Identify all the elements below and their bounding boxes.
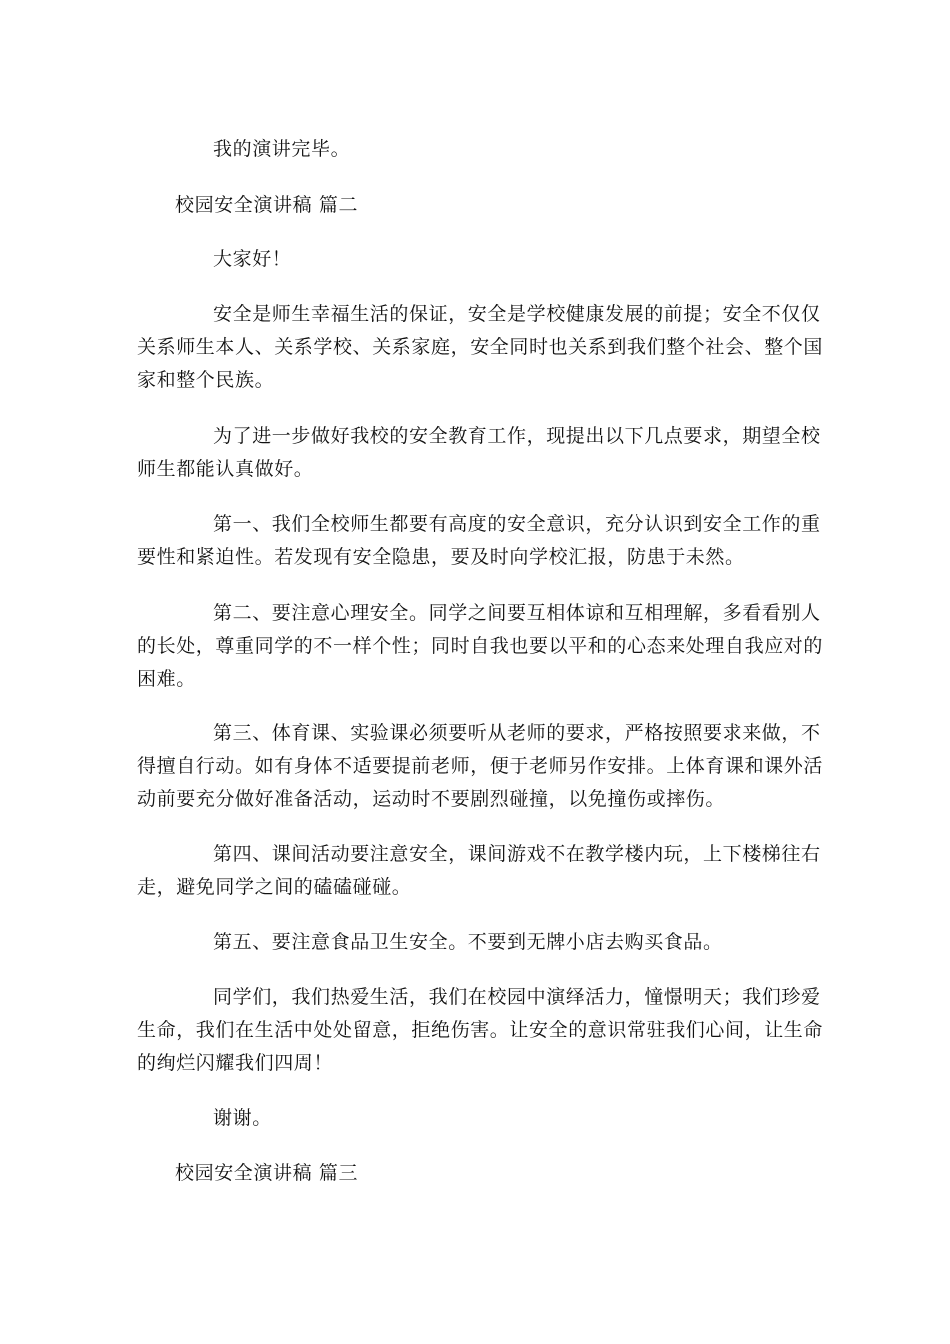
paragraph-line: 同学们，我们热爱生活，我们在校园中演绎活力，憧憬明天；我们珍爱 [213,986,821,1008]
paragraph-line: 走，避免同学之间的磕磕碰碰。 [137,876,412,898]
closing-line: 我的演讲完毕。 [213,138,351,160]
paragraph-line: 生命，我们在生活中处处留意，拒绝伤害。让安全的意识常驻我们心间，让生命 [137,1019,824,1041]
paragraph-line: 家和整个民族。 [137,369,275,391]
section-heading-2: 校园安全演讲稿 篇二 [175,194,359,216]
paragraph-line: 第三、体育课、实验课必须要听从老师的要求，严格按照要求来做，不 [213,722,821,744]
greeting: 大家好！ [213,248,292,270]
paragraph-line: 的长处，尊重同学的不一样个性；同时自我也要以平和的心态来处理自我应对的 [137,635,824,657]
paragraph-line: 第四、课间活动要注意安全，课间游戏不在教学楼内玩，上下楼梯往右 [213,843,821,865]
paragraph-line: 要性和紧迫性。若发现有安全隐患，要及时向学校汇报，防患于未然。 [137,546,745,568]
paragraph-line: 困难。 [137,668,196,690]
paragraph-line: 第二、要注意心理安全。同学之间要互相体谅和互相理解，多看看别人 [213,602,821,624]
paragraph-line: 关系师生本人、关系学校、关系家庭，安全同时也关系到我们整个社会、整个国 [137,336,824,358]
paragraph-line: 安全是师生幸福生活的保证，安全是学校健康发展的前提；安全不仅仅 [213,303,821,325]
paragraph-line: 得擅自行动。如有身体不适要提前老师，便于老师另作安排。上体育课和课外活 [137,755,824,777]
paragraph-line: 师生都能认真做好。 [137,458,314,480]
paragraph-line: 动前要充分做好准备活动，运动时不要剧烈碰撞，以免撞伤或摔伤。 [137,788,726,810]
paragraph-line: 的绚烂闪耀我们四周！ [137,1052,334,1074]
paragraph-line: 第一、我们全校师生都要有高度的安全意识，充分认识到安全工作的重 [213,513,821,535]
paragraph-line: 为了进一步做好我校的安全教育工作，现提出以下几点要求，期望全校 [213,425,821,447]
section-heading-3: 校园安全演讲稿 篇三 [175,1162,359,1184]
paragraph-line: 第五、要注意食品卫生安全。不要到无牌小店去购买食品。 [213,931,723,953]
thanks-line: 谢谢。 [213,1107,272,1129]
